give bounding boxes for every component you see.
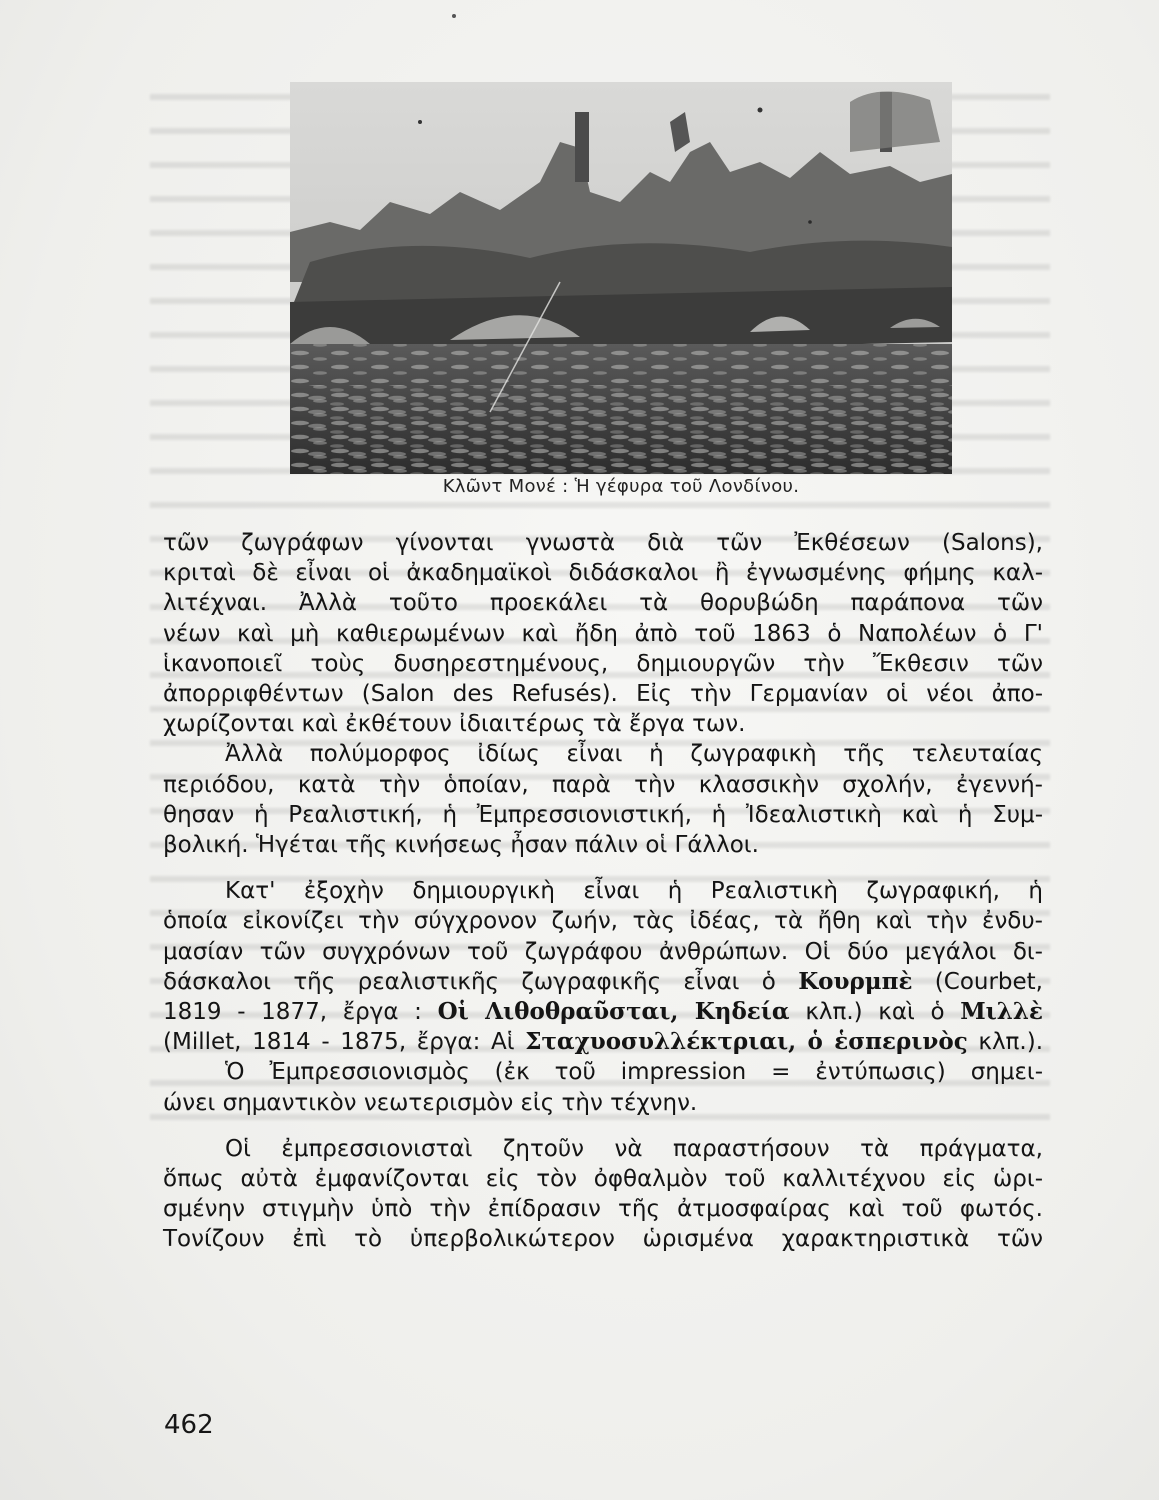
millet-name: Μιλλὲ bbox=[960, 998, 1044, 1026]
text-line: μασίαν τῶν συγχρόνων τοῦ ζωγράφου ἀνθρώπων. Οἱ δύο μεγάλοι δι- bbox=[163, 938, 1043, 965]
courbet-name: Κουρμπὲ bbox=[798, 967, 913, 995]
figure-photo bbox=[290, 82, 952, 474]
text-line: ώνει σημαντικὸν νεωτερισμὸν εἰς τὴν τέχνην. bbox=[163, 1089, 698, 1116]
text-line: περιόδου, κατὰ τὴν ὁποίαν, παρὰ τὴν κλασσικὴν σχολήν, ἐγεννή- bbox=[163, 771, 1043, 798]
speck bbox=[452, 14, 456, 18]
text-line-courbet bbox=[163, 967, 1043, 997]
body-text bbox=[163, 528, 1043, 1255]
millet-line-post: κλπ.). bbox=[978, 1029, 1043, 1056]
millet-works-titles: Σταχυοσυλλέκτριαι, ὁ ἑσπερινὸς bbox=[525, 1028, 968, 1056]
courbet-works-mid: κλπ.) καὶ ὁ bbox=[805, 999, 945, 1026]
text-line: Οἱ ἐμπρεσσιονισταὶ ζητοῦν νὰ παραστήσουν τὰ πράγματα, bbox=[225, 1135, 1043, 1162]
courbet-works-pre: 1819 - 1877, ἔργα : bbox=[163, 999, 422, 1026]
text-line-courbet-works bbox=[163, 997, 1043, 1027]
text-line: ὅπως αὐτὰ ἐμφανίζονται εἰς τὸν ὀφθαλμὸν τοῦ καλλιτέχνου εἰς ὡρι- bbox=[163, 1166, 1043, 1193]
text-line: Ἀλλὰ πολύμορφος ἰδίως εἶναι ἡ ζωγραφικὴ τῆς τελευταίας bbox=[225, 741, 1043, 768]
text-line: νέων καὶ μὴ καθιερωμένων καὶ ἤδη ἀπὸ τοῦ 1863 ὁ Ναπολέων ὁ Γ' bbox=[163, 620, 1043, 647]
text-line: ἱκανοποιεῖ τοὺς δυσηρεστημένους, δημιουργῶν τὴν Ἔκθεσιν τῶν bbox=[163, 650, 1043, 677]
bridge-painting-image bbox=[290, 82, 952, 474]
text-line: θησαν ἡ Ρεαλιστική, ἡ Ἐμπρεσσιονιστική, ἡ Ἰδεαλιστικὴ καὶ ἡ Συμ- bbox=[163, 801, 1043, 828]
text-line: ἀπορριφθέντων (Salon des Refusés). Εἰς τὴν Γερμανίαν οἱ νέοι ἀπο- bbox=[163, 681, 1043, 708]
text-line: Ὁ Ἐμπρεσσιονισμὸς (ἐκ τοῦ impression = ἐντύπωσις) σημει- bbox=[225, 1059, 1043, 1086]
text-line: χωρίζονται καὶ ἐκθέτουν ἰδιαιτέρως τὰ ἔργα των. bbox=[163, 711, 746, 738]
courbet-line-pre: δάσκαλοι τῆς ρεαλιστικῆς ζωγραφικῆς εἶναι ὁ bbox=[163, 968, 776, 995]
text-line: Τονίζουν ἐπὶ τὸ ὑπερβολικώτερον ὡρισμένα χαρακτηριστικὰ τῶν bbox=[163, 1226, 1043, 1253]
paragraph-salons bbox=[163, 528, 1043, 739]
paragraph-impressionists bbox=[163, 1134, 1043, 1255]
millet-line-pre: (Millet, 1814 - 1875, ἔργα: Αἱ bbox=[163, 1029, 515, 1056]
paragraph-realism bbox=[163, 876, 1043, 1118]
text-line: τῶν ζωγράφων γίνονται γνωστὰ διὰ τῶν Ἐκθέσεων (Salons), bbox=[163, 530, 1043, 556]
text-line: σμένην στιγμὴν ὑπὸ τὴν ἐπίδρασιν τῆς ἀτμοσφαίρας καὶ τοῦ φωτός. bbox=[163, 1196, 1043, 1223]
paragraph-schools bbox=[163, 739, 1043, 860]
text-line: κριταὶ δὲ εἶναι οἱ ἀκαδημαϊκοὶ διδάσκαλοι ἢ ἐγνωσμένης φήμης καλ- bbox=[163, 560, 1043, 587]
text-line: Κατ' ἐξοχὴν δημιουργικὴ εἶναι ἡ Ρεαλιστικὴ ζωγραφική, ἡ bbox=[225, 878, 1043, 905]
page-number: 462 bbox=[164, 1410, 214, 1440]
courbet-line-post: (Courbet, bbox=[934, 968, 1043, 995]
figure-caption: Κλῶντ Μονέ : Ἡ γέφυρα τοῦ Λονδίνου. bbox=[442, 476, 800, 497]
text-line-millet bbox=[163, 1027, 1043, 1057]
text-line: βολική. Ἡγέται τῆς κινήσεως ἦσαν πάλιν οἱ Γάλλοι. bbox=[163, 832, 759, 859]
text-line: ὁποία εἰκονίζει τὴν σύγχρονον ζωήν, τὰς ἰδέας, τὰ ἤθη καὶ τὴν ἐνδυ- bbox=[163, 908, 1043, 935]
text-line: λιτέχναι. Ἀλλὰ τοῦτο προεκάλει τὰ θορυβώδη παράπονα τῶν bbox=[163, 590, 1043, 617]
courbet-works-titles: Οἱ Λιθοθραῦσται, Κηδεία bbox=[437, 998, 790, 1026]
